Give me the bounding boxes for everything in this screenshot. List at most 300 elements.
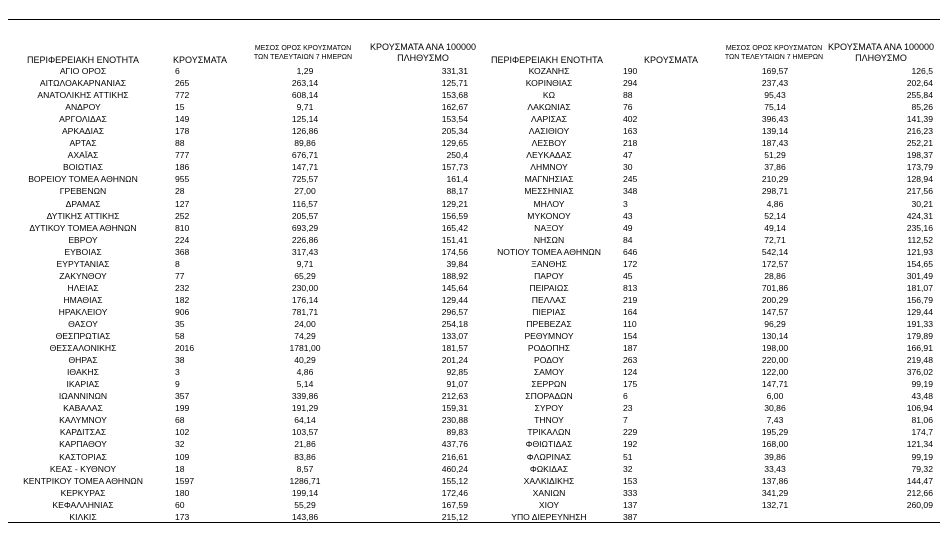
cases-cell: 348	[623, 186, 638, 197]
avg-cell: 1781,00	[289, 343, 321, 354]
avg-cell: 39,86	[764, 451, 786, 462]
cases-cell: 7	[623, 415, 628, 426]
region-cell: ΠΕΙΡΑΙΩΣ	[529, 282, 569, 293]
cases-cell: 186	[175, 162, 190, 173]
region-cell: ΚΑΡΠΑΘΟΥ	[59, 439, 107, 450]
region-cell: ΠΡΕΒΕΖΑΣ	[526, 318, 572, 329]
per100k-cell: 162,67	[441, 102, 468, 113]
region-cell: ΣΥΡΟΥ	[534, 403, 564, 414]
region-cell: ΛΑΡΙΣΑΣ	[531, 114, 567, 125]
region-cell: ΑΝΔΡΟΥ	[65, 102, 101, 113]
cases-cell: 175	[623, 379, 638, 390]
per100k-cell: 179,89	[906, 331, 933, 342]
per100k-cell: 181,07	[906, 282, 933, 293]
header-per100k-line2: ΠΛΗΘΥΣΜΟ	[855, 53, 907, 63]
avg-cell: 49,14	[764, 222, 786, 233]
per100k-cell: 174,7	[911, 427, 933, 438]
avg-cell: 8,57	[296, 463, 314, 474]
table-row	[468, 487, 948, 499]
table-row	[0, 65, 480, 77]
header-per100k-line1: ΚΡΟΥΣΜΑΤΑ ΑΝΑ 100000	[828, 42, 934, 52]
region-cell: ΡΟΔΟΠΗΣ	[527, 343, 571, 354]
table-row	[468, 65, 948, 77]
per100k-cell: 167,59	[441, 499, 468, 510]
table-row	[468, 294, 948, 306]
cases-cell: 32	[623, 463, 633, 474]
avg-cell: 27,00	[294, 186, 316, 197]
table-row	[0, 258, 480, 270]
table-row	[0, 149, 480, 161]
per100k-cell: 92,85	[446, 367, 468, 378]
header-per100k-line2: ΠΛΗΘΥΣΜΟ	[397, 53, 449, 63]
avg-cell: 396,43	[761, 114, 789, 125]
table-row	[468, 173, 948, 185]
table-row	[468, 258, 948, 270]
header-region-right: ΠΕΡΙΦΕΡΕΙΑΚΗ ΕΝΟΤΗΤΑ	[490, 55, 604, 65]
avg-cell: 51,29	[764, 150, 786, 161]
table-row	[468, 113, 948, 125]
avg-cell: 210,29	[761, 174, 789, 185]
region-cell: ΤΗΝΟΥ	[534, 415, 564, 426]
region-cell: ΘΕΣΠΡΩΤΙΑΣ	[55, 331, 111, 342]
avg-cell: 205,57	[291, 210, 319, 221]
table-row	[468, 125, 948, 137]
table-row	[0, 137, 480, 149]
table-row	[468, 77, 948, 89]
table-row	[468, 198, 948, 210]
region-cell: ΖΑΚΥΝΘΟΥ	[59, 270, 107, 281]
avg-cell: 130,14	[761, 331, 789, 342]
cases-cell: 88	[175, 138, 185, 149]
avg-cell: 95,43	[764, 90, 786, 101]
per100k-cell: 151,41	[441, 234, 468, 245]
per100k-cell: 202,64	[906, 78, 933, 89]
per100k-cell: 254,18	[441, 318, 468, 329]
avg-cell: 139,14	[761, 126, 789, 137]
region-cell: ΜΥΚΟΝΟΥ	[527, 210, 571, 221]
region-cell: ΑΡΚΑΔΙΑΣ	[61, 126, 105, 137]
cases-cell: 180	[175, 487, 190, 498]
region-cell: ΚΑΛΥΜΝΟΥ	[59, 415, 107, 426]
region-cell: ΔΥΤΙΚΗΣ ΑΤΤΙΚΗΣ	[46, 210, 120, 221]
header-avg-right	[719, 44, 829, 62]
avg-cell: 725,57	[291, 174, 319, 185]
region-cell: ΚΑΡΔΙΤΣΑΣ	[59, 427, 107, 438]
table-row	[468, 270, 948, 282]
avg-cell: 198,00	[761, 343, 789, 354]
region-cell: ΒΟΙΩΤΙΑΣ	[63, 162, 103, 173]
region-cell: ΚΩ	[542, 90, 556, 101]
cases-cell: 252	[175, 210, 190, 221]
per100k-cell: 79,32	[911, 463, 933, 474]
table-row	[468, 463, 948, 475]
cases-cell: 906	[175, 306, 190, 317]
region-cell: ΦΘΙΩΤΙΔΑΣ	[525, 439, 573, 450]
table-row	[0, 185, 480, 197]
table-row	[0, 294, 480, 306]
avg-cell: 4,86	[766, 198, 784, 209]
avg-cell: 1,29	[296, 66, 314, 76]
table-row	[0, 222, 480, 234]
region-cell: ΕΒΡΟΥ	[68, 234, 98, 245]
per100k-cell: 331,31	[441, 66, 468, 76]
avg-cell: 132,71	[761, 499, 789, 510]
per100k-cell: 255,84	[906, 90, 933, 101]
cases-cell: 84	[623, 234, 633, 245]
table-row	[468, 222, 948, 234]
per100k-cell: 191,33	[906, 318, 933, 329]
table-row	[0, 306, 480, 318]
cases-cell: 9	[175, 379, 180, 390]
cases-cell: 224	[175, 234, 190, 245]
region-cell: ΑΡΤΑΣ	[69, 138, 97, 149]
left-table-body	[0, 65, 480, 523]
cases-cell: 1597	[175, 475, 195, 486]
per100k-cell: 252,21	[906, 138, 933, 149]
table-row	[0, 342, 480, 354]
table-row	[468, 210, 948, 222]
region-cell: ΤΡΙΚΑΛΩΝ	[527, 427, 571, 438]
avg-cell: 64,14	[294, 415, 316, 426]
table-row	[0, 487, 480, 499]
cases-cell: 368	[175, 246, 190, 257]
avg-cell: 72,71	[764, 234, 786, 245]
cases-cell: 192	[623, 439, 638, 450]
region-cell: ΡΟΔΟΥ	[534, 355, 564, 366]
table-row	[468, 185, 948, 197]
cases-cell: 18	[175, 463, 185, 474]
per100k-cell: 126,5	[911, 66, 933, 76]
per100k-cell: 129,44	[441, 294, 468, 305]
avg-cell: 24,00	[294, 318, 316, 329]
per100k-cell: 112,52	[907, 234, 933, 245]
avg-cell: 317,43	[291, 246, 319, 257]
avg-cell: 200,29	[761, 294, 789, 305]
region-cell: ΣΑΜΟΥ	[533, 367, 565, 378]
per100k-cell: 173,79	[906, 162, 933, 173]
table-row	[468, 234, 948, 246]
table-row	[0, 246, 480, 258]
avg-cell: 65,29	[294, 270, 316, 281]
avg-cell: 147,71	[291, 162, 319, 173]
cases-cell: 232	[175, 282, 190, 293]
table-row	[0, 198, 480, 210]
cases-cell: 777	[175, 150, 190, 161]
cases-cell: 263	[623, 355, 638, 366]
table-row	[0, 318, 480, 330]
table-row	[0, 463, 480, 475]
cases-cell: 955	[175, 174, 190, 185]
region-cell: ΝΗΣΩΝ	[533, 234, 565, 245]
cases-cell: 178	[175, 126, 190, 137]
per100k-cell: 219,48	[906, 355, 933, 366]
region-cell: ΛΗΜΝΟΥ	[530, 162, 568, 173]
cases-cell: 187	[623, 343, 638, 354]
table-row	[468, 330, 948, 342]
per100k-cell: 198,37	[906, 150, 933, 161]
table-row	[0, 77, 480, 89]
table-row	[468, 306, 948, 318]
cases-cell: 35	[175, 318, 185, 329]
cases-cell: 51	[623, 451, 633, 462]
table-row	[468, 137, 948, 149]
per100k-cell: 153,54	[441, 114, 468, 125]
per100k-cell: 376,02	[906, 367, 933, 378]
cases-cell: 109	[175, 451, 190, 462]
cases-cell: 154	[623, 331, 638, 342]
table-row	[0, 161, 480, 173]
table-row	[468, 475, 948, 487]
per100k-cell: 141,39	[906, 114, 933, 125]
cases-cell: 43	[623, 210, 633, 221]
region-cell: ΞΑΝΘΗΣ	[531, 258, 567, 269]
per100k-cell: 157,73	[441, 162, 468, 173]
per100k-cell: 129,21	[441, 198, 468, 209]
region-cell: ΜΑΓΝΗΣΙΑΣ	[524, 174, 574, 185]
per100k-cell: 424,31	[906, 210, 933, 221]
table-row	[468, 378, 948, 390]
cases-cell: 163	[623, 126, 638, 137]
avg-cell: 701,86	[761, 282, 789, 293]
table-row	[0, 270, 480, 282]
per100k-cell: 230,88	[441, 415, 468, 426]
table-row	[0, 101, 480, 113]
avg-cell: 676,71	[291, 150, 319, 161]
region-cell: ΑΙΤΩΛΟΑΚΑΡΝΑΝΙΑΣ	[39, 78, 127, 89]
per100k-cell: 216,23	[906, 126, 933, 137]
per100k-cell: 145,64	[441, 282, 468, 293]
region-cell: ΚΙΛΚΙΣ	[69, 511, 97, 522]
cases-cell: 45	[623, 270, 633, 281]
per100k-cell: 260,09	[906, 499, 933, 510]
region-cell: ΚΕΝΤΡΙΚΟΥ ΤΟΜΕΑ ΑΘΗΝΩΝ	[23, 475, 143, 486]
region-cell: ΑΧΑΪΑΣ	[67, 150, 99, 161]
cases-cell: 32	[175, 439, 185, 450]
per100k-cell: 85,26	[911, 102, 933, 113]
avg-cell: 172,57	[761, 258, 789, 269]
region-cell: ΠΕΛΛΑΣ	[531, 294, 567, 305]
table-row	[0, 438, 480, 450]
cases-cell: 646	[623, 246, 638, 257]
per100k-cell: 30,21	[911, 198, 933, 209]
avg-cell: 28,86	[764, 270, 786, 281]
avg-cell: 122,00	[761, 367, 789, 378]
per100k-cell: 125,71	[441, 78, 468, 89]
region-cell: ΕΥΡΥΤΑΝΙΑΣ	[56, 258, 110, 269]
per100k-cell: 121,93	[906, 246, 933, 257]
avg-cell: 74,29	[294, 331, 316, 342]
per100k-cell: 215,12	[441, 511, 468, 522]
region-cell: ΜΗΛΟΥ	[533, 198, 565, 209]
table-row	[468, 101, 948, 113]
per100k-cell: 156,79	[906, 294, 933, 305]
per100k-cell: 217,56	[906, 186, 933, 197]
per100k-cell: 212,66	[906, 487, 933, 498]
region-cell: ΝΑΞΟΥ	[534, 222, 564, 233]
table-row	[0, 366, 480, 378]
header-cases-right: ΚΡΟΥΣΜΑΤΑ	[644, 55, 698, 65]
table-row	[0, 475, 480, 487]
cases-cell: 153	[623, 475, 638, 486]
avg-cell: 237,43	[761, 78, 789, 89]
per100k-cell: 235,16	[906, 222, 933, 233]
avg-cell: 40,29	[294, 355, 316, 366]
cases-cell: 77	[175, 270, 185, 281]
avg-cell: 195,29	[761, 427, 789, 438]
per100k-cell: 88,17	[446, 186, 468, 197]
region-cell: ΚΟΡΙΝΘΙΑΣ	[525, 78, 573, 89]
right-table-body	[468, 65, 948, 523]
cases-cell: 15	[175, 102, 185, 113]
table-row	[0, 426, 480, 438]
cases-cell: 3	[175, 367, 180, 378]
region-cell: ΗΜΑΘΙΑΣ	[63, 294, 103, 305]
avg-cell: 9,71	[296, 102, 314, 113]
avg-cell: 220,00	[761, 355, 789, 366]
region-cell: ΘΑΣΟΥ	[68, 318, 98, 329]
avg-cell: 137,86	[761, 475, 789, 486]
per100k-cell: 156,59	[441, 210, 468, 221]
avg-cell: 83,86	[294, 451, 316, 462]
header-per100k-line1: ΚΡΟΥΣΜΑΤΑ ΑΝΑ 100000	[370, 42, 476, 52]
avg-cell: 6,00	[766, 391, 784, 402]
per100k-cell: 212,63	[441, 391, 468, 402]
region-cell: ΗΛΕΙΑΣ	[67, 282, 99, 293]
table-row	[468, 246, 948, 258]
avg-cell: 116,57	[292, 198, 318, 209]
avg-cell: 341,29	[761, 487, 789, 498]
region-cell: ΣΕΡΡΩΝ	[531, 379, 567, 390]
cases-cell: 30	[623, 162, 633, 173]
table-row	[468, 390, 948, 402]
table-row	[0, 234, 480, 246]
avg-cell: 298,71	[761, 186, 789, 197]
region-cell: ΙΩΑΝΝΙΝΩΝ	[58, 391, 108, 402]
region-cell: ΚΕΦΑΛΛΗΝΙΑΣ	[52, 499, 114, 510]
header-avg-line1: ΜΕΣΟΣ ΟΡΟΣ ΚΡΟΥΣΜΑΤΩΝ	[254, 45, 352, 52]
header-avg-line1: ΜΕΣΟΣ ΟΡΟΣ ΚΡΟΥΣΜΑΤΩΝ	[725, 45, 823, 52]
region-cell: ΒΟΡΕΙΟΥ ΤΟΜΕΑ ΑΘΗΝΩΝ	[28, 174, 138, 185]
header-avg-left	[248, 44, 358, 62]
per100k-cell: 154,65	[906, 258, 933, 269]
cases-cell: 164	[623, 306, 638, 317]
avg-cell: 52,14	[764, 210, 786, 221]
cases-cell: 88	[623, 90, 633, 101]
avg-cell: 176,14	[291, 294, 319, 305]
avg-cell: 199,14	[291, 487, 319, 498]
cases-cell: 58	[175, 331, 185, 342]
cases-cell: 102	[175, 427, 190, 438]
per100k-cell: 129,44	[906, 306, 933, 317]
table-row	[0, 451, 480, 463]
cases-cell: 47	[623, 150, 633, 161]
per100k-cell: 166,91	[906, 343, 933, 354]
avg-cell: 608,14	[291, 90, 319, 101]
table-row	[0, 511, 480, 523]
per100k-cell: 43,48	[911, 391, 933, 402]
table-row	[468, 511, 948, 523]
region-cell: ΑΓΙΟ ΟΡΟΣ	[59, 66, 107, 76]
cases-cell: 38	[175, 355, 185, 366]
per100k-cell: 250,4	[446, 150, 468, 161]
table-row	[0, 354, 480, 366]
region-cell: ΘΗΡΑΣ	[68, 355, 98, 366]
region-cell: ΚΕΑΣ - ΚΥΘΝΟΥ	[49, 463, 117, 474]
per100k-cell: 144,47	[906, 475, 933, 486]
avg-cell: 169,57	[761, 66, 789, 76]
per100k-cell: 155,12	[441, 475, 468, 486]
table-row	[468, 318, 948, 330]
region-cell: ΛΑΚΩΝΙΑΣ	[527, 102, 571, 113]
per100k-cell: 172,46	[441, 487, 468, 498]
cases-cell: 8	[175, 258, 180, 269]
avg-cell: 263,14	[291, 78, 319, 89]
avg-cell: 4,86	[296, 367, 314, 378]
avg-cell: 168,00	[761, 439, 789, 450]
cases-cell: 173	[175, 511, 190, 522]
per100k-cell: 165,42	[441, 222, 468, 233]
avg-cell: 33,43	[764, 463, 786, 474]
per100k-cell: 205,34	[441, 126, 468, 137]
region-cell: ΚΑΣΤΟΡΙΑΣ	[59, 451, 107, 462]
per100k-cell: 128,94	[906, 174, 933, 185]
cases-cell: 218	[623, 138, 638, 149]
region-cell: ΕΥΒΟΙΑΣ	[64, 246, 102, 257]
region-cell: ΗΡΑΚΛΕΙΟΥ	[58, 306, 108, 317]
table-row	[0, 330, 480, 342]
region-cell: ΑΡΓΟΛΙΔΑΣ	[59, 114, 107, 125]
region-cell: ΘΕΣΣΑΛΟΝΙΚΗΣ	[49, 343, 117, 354]
header-per100k-left	[368, 42, 478, 64]
cases-cell: 149	[175, 114, 190, 125]
avg-cell: 89,86	[294, 138, 316, 149]
per100k-cell: 216,61	[441, 451, 468, 462]
avg-cell: 125,14	[291, 114, 319, 125]
region-cell: ΛΑΣΙΘΙΟΥ	[528, 126, 570, 137]
region-cell: ΔΥΤΙΚΟΥ ΤΟΜΕΑ ΑΘΗΝΩΝ	[29, 222, 137, 233]
table-row	[0, 210, 480, 222]
region-cell: ΛΕΣΒΟΥ	[531, 138, 567, 149]
region-cell: ΧΑΝΙΩΝ	[532, 487, 566, 498]
per100k-cell: 133,07	[441, 331, 468, 342]
per100k-cell: 91,07	[446, 379, 468, 390]
table-row	[468, 414, 948, 426]
cases-cell: 357	[175, 391, 190, 402]
region-cell: ΙΚΑΡΙΑΣ	[66, 379, 100, 390]
table-row	[468, 402, 948, 414]
avg-cell: 103,57	[291, 427, 319, 438]
cases-cell: 172	[623, 258, 638, 269]
cases-cell: 772	[175, 90, 190, 101]
per100k-cell: 161,4	[446, 174, 468, 185]
avg-cell: 339,86	[291, 391, 319, 402]
avg-cell: 191,29	[291, 403, 319, 414]
table-row	[0, 125, 480, 137]
region-cell: ΦΩΚΙΔΑΣ	[529, 463, 569, 474]
per100k-cell: 121,34	[906, 439, 933, 450]
region-cell: ΜΕΣΣΗΝΙΑΣ	[524, 186, 574, 197]
avg-cell: 143,86	[291, 511, 319, 522]
per100k-cell: 99,19	[911, 451, 933, 462]
per100k-cell: 159,31	[441, 403, 468, 414]
table-row	[0, 173, 480, 185]
region-cell: ΡΕΘΥΜΝΟΥ	[524, 331, 574, 342]
avg-cell: 147,57	[761, 306, 789, 317]
cases-cell: 76	[623, 102, 633, 113]
cases-cell: 813	[623, 282, 638, 293]
table-row	[468, 354, 948, 366]
avg-cell: 9,71	[296, 258, 314, 269]
